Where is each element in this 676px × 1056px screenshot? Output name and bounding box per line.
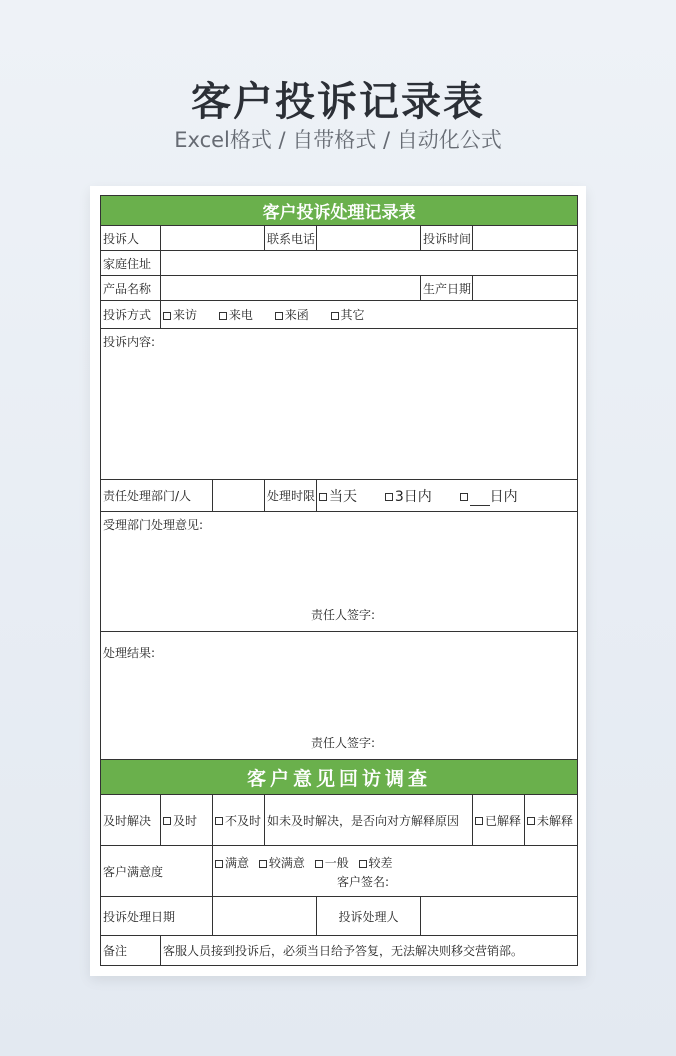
deadline-options bbox=[317, 480, 578, 512]
checkbox-icon bbox=[315, 860, 323, 868]
checkbox-icon bbox=[385, 493, 393, 501]
table-row bbox=[101, 251, 578, 276]
address-field[interactable] bbox=[161, 251, 578, 276]
handler-field[interactable] bbox=[421, 897, 578, 936]
result-label: 处理结果: bbox=[103, 646, 156, 660]
handle-date-field[interactable] bbox=[213, 897, 317, 936]
deadline-option-same-day[interactable]: 当天 bbox=[319, 486, 357, 506]
product-field[interactable] bbox=[161, 276, 421, 301]
satisfaction-options bbox=[213, 846, 578, 897]
checkbox-icon bbox=[163, 817, 171, 825]
table-row bbox=[101, 632, 578, 760]
checkbox-icon bbox=[219, 312, 227, 320]
method-options bbox=[161, 301, 578, 329]
method-label: 投诉方式 bbox=[101, 301, 161, 329]
timely-no-option[interactable]: 不及时 bbox=[213, 795, 265, 846]
method-option-call[interactable]: 来电 bbox=[219, 306, 253, 323]
explain-question: 如未及时解决，是否向对方解释原因 bbox=[265, 795, 473, 846]
table-row bbox=[101, 480, 578, 512]
timely-label: 及时解决 bbox=[101, 795, 161, 846]
content-label: 投诉内容: bbox=[103, 335, 156, 349]
customer-sign-label: 客户签名: bbox=[337, 875, 390, 889]
checkbox-icon bbox=[460, 493, 468, 501]
production-date-field[interactable] bbox=[473, 276, 578, 301]
form-heading: 客户投诉处理记录表 bbox=[101, 196, 578, 226]
dept-opinion-area[interactable] bbox=[101, 512, 578, 632]
complainant-field[interactable] bbox=[161, 226, 265, 251]
page-subtitle: Excel格式 / 自带格式 / 自动化公式 bbox=[174, 128, 502, 152]
timely-yes-option[interactable]: 及时 bbox=[161, 795, 213, 846]
days-blank[interactable] bbox=[470, 493, 490, 506]
checkbox-icon bbox=[475, 817, 483, 825]
responsible-sign-label: 责任人签字: bbox=[311, 608, 376, 622]
table-row bbox=[101, 329, 578, 480]
table-row bbox=[101, 936, 578, 966]
handler-label: 投诉处理人 bbox=[317, 897, 421, 936]
checkbox-icon bbox=[527, 817, 535, 825]
survey-heading: 客户意见回访调查 bbox=[101, 760, 578, 795]
product-label: 产品名称 bbox=[101, 276, 161, 301]
page-header bbox=[0, 0, 676, 185]
checkbox-icon bbox=[215, 817, 223, 825]
dept-field[interactable] bbox=[213, 480, 265, 512]
remark-label: 备注 bbox=[101, 936, 161, 966]
deadline-option-custom[interactable]: 日内 bbox=[460, 486, 518, 506]
dept-label: 责任处理部门/人 bbox=[101, 480, 213, 512]
table-row bbox=[101, 276, 578, 301]
handle-date-label: 投诉处理日期 bbox=[101, 897, 213, 936]
satisfaction-option-fairly-satisfied[interactable]: 较满意 bbox=[259, 856, 305, 870]
method-option-other[interactable]: 其它 bbox=[331, 306, 365, 323]
production-date-label: 生产日期 bbox=[421, 276, 473, 301]
contact-field[interactable] bbox=[317, 226, 421, 251]
checkbox-icon bbox=[163, 312, 171, 320]
result-sign-label: 责任人签字: bbox=[311, 736, 376, 750]
checkbox-icon bbox=[275, 312, 283, 320]
result-area[interactable] bbox=[101, 632, 578, 760]
explained-option[interactable]: 已解释 bbox=[473, 795, 525, 846]
method-option-letter[interactable]: 来函 bbox=[275, 306, 309, 323]
complaint-form-table bbox=[100, 195, 578, 966]
complainant-label: 投诉人 bbox=[101, 226, 161, 251]
complaint-time-field[interactable] bbox=[473, 226, 578, 251]
form-sheet bbox=[90, 186, 586, 976]
checkbox-icon bbox=[259, 860, 267, 868]
satisfaction-option-satisfied[interactable]: 满意 bbox=[215, 856, 249, 870]
remark-text: 客服人员接到投诉后，必须当日给予答复，无法解决则移交营销部。 bbox=[161, 936, 578, 966]
dept-opinion-label: 受理部门处理意见: bbox=[103, 518, 204, 532]
method-option-visit[interactable]: 来访 bbox=[163, 306, 197, 323]
contact-label: 联系电话 bbox=[265, 226, 317, 251]
satisfaction-label: 客户满意度 bbox=[101, 846, 213, 897]
table-row bbox=[101, 795, 578, 846]
not-explained-option[interactable]: 未解释 bbox=[525, 795, 578, 846]
satisfaction-option-average[interactable]: 一般 bbox=[315, 856, 349, 870]
checkbox-icon bbox=[359, 860, 367, 868]
satisfaction-option-poor[interactable]: 较差 bbox=[359, 856, 393, 870]
table-row bbox=[101, 846, 578, 897]
complaint-time-label: 投诉时间 bbox=[421, 226, 473, 251]
page-title: 客户投诉记录表 bbox=[191, 79, 485, 125]
checkbox-icon bbox=[331, 312, 339, 320]
complaint-content-area[interactable] bbox=[101, 329, 578, 480]
table-row bbox=[101, 512, 578, 632]
table-row bbox=[101, 301, 578, 329]
deadline-label: 处理时限 bbox=[265, 480, 317, 512]
checkbox-icon bbox=[319, 493, 327, 501]
checkbox-icon bbox=[215, 860, 223, 868]
table-row bbox=[101, 897, 578, 936]
address-label: 家庭住址 bbox=[101, 251, 161, 276]
table-row bbox=[101, 226, 578, 251]
deadline-option-3-days[interactable]: 3日内 bbox=[385, 486, 432, 506]
